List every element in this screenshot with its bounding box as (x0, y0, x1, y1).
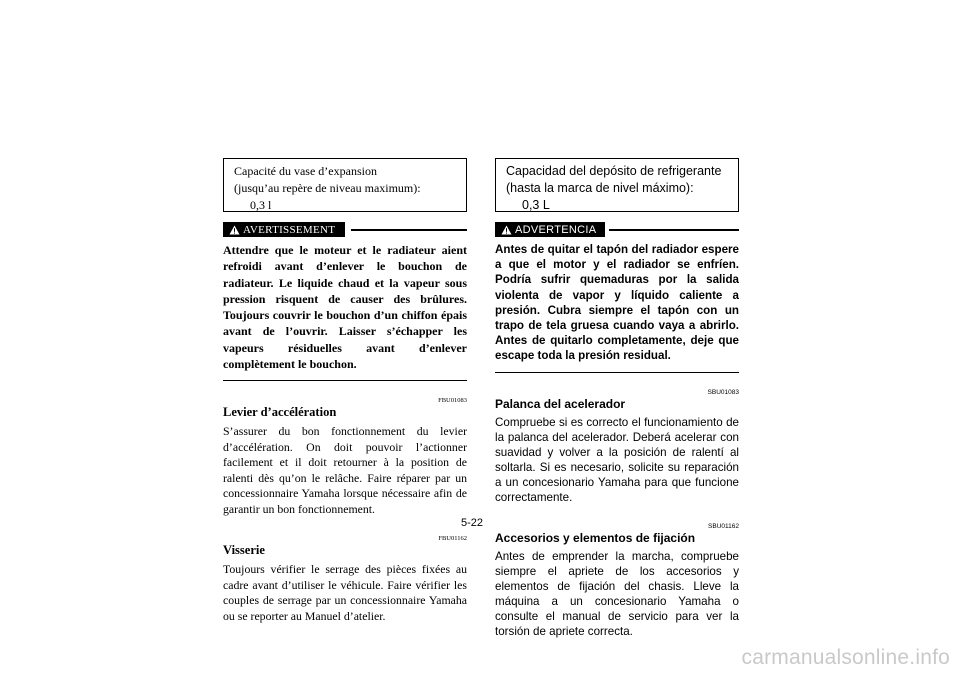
warning-end-rule (495, 372, 739, 373)
warning-badge (495, 222, 605, 237)
warning-badge (223, 222, 345, 237)
warning-label: AVERTISSEMENT (243, 223, 336, 236)
warning-label: ADVERTENCIA (515, 223, 597, 236)
section-title-fasteners: Accesorios y elementos de fijación (495, 530, 696, 545)
warning-triangle-icon (229, 225, 240, 235)
spec-box-french (223, 158, 467, 212)
section-text-fasteners: Antes de emprender la marcha, compruebe siempre el apriete de los accesorios y elementos de fijación del chasis. Lleve la máquina a un concesionario Yamaha o consulte el manual de servicio para ver la torsión de apriete correcta. (495, 549, 739, 638)
page-number: 5-22 (461, 517, 484, 529)
section-code: FBU01162 (438, 535, 467, 543)
spec-value: 0,3 L (522, 198, 550, 212)
spec-line-1: Capacidad del depósito de refrigerante (506, 164, 722, 178)
spanish-column (495, 158, 739, 639)
spec-box-spanish (495, 158, 739, 212)
watermark: carmanualsonline.info (741, 646, 950, 669)
section-text-throttle-lever: S’assurer du bon fonctionnement du levier d’accélération. On doit pouvoir l’actionner facilement et il doit retourner à la position de ralenti dès qu’on le relâche. Faire réparer par un concessionnaire Yamaha lorsque nécessaire afin de garantir un bon fonctionnement. (223, 424, 467, 516)
warning-text-french: Attendre que le moteur et le radiateur aient refroidi avant d’enlever le bouchon de radiateur. Le liquide chaud et la vapeur sous pression risquent de causer des brûlures. Toujours couvrir le bouchon d’un chiffon épais avant de l’ouvrir. Laisser s’échapper les vapeurs résiduelles avant d’enlever complètement le bouchon. (223, 243, 467, 372)
warning-header-spanish (495, 222, 739, 238)
spec-line-2: (hasta la marca de nivel máximo): (506, 181, 694, 195)
section-text-throttle-lever: Compruebe si es correcto el funcionamiento de la palanca del acelerador. Deberá acelerar con suavidad y volver a la posición de ralentí al soltarla. Si es necesario, solicite su reparación a un concesionario Yamaha para que funcione correctamente. (495, 415, 739, 504)
section-title-fasteners: Visserie (223, 543, 265, 558)
warning-rule (609, 229, 739, 231)
section-code: SBU01162 (708, 522, 739, 530)
warning-end-rule (223, 380, 467, 381)
section-title-throttle-lever: Palanca del acelerador (495, 396, 626, 411)
warning-rule (351, 229, 467, 231)
section-code: FBU01083 (438, 397, 467, 405)
warning-text-spanish: Antes de quitar el tapón del radiador espere a que el motor y el radiador se enfríen. Podría sufrir quemaduras por la salida violenta de vapor y líquido caliente a presión. Cubra siempre el tapón con un trapo de tela gruesa cuando vaya a abrirlo. Antes de quitarlo completamente, deje que escape toda la presión residual. (495, 243, 739, 363)
section-code: SBU01083 (707, 388, 739, 396)
warning-triangle-icon (501, 225, 512, 235)
spec-line-2: (jusqu’au repère de niveau maximum): (234, 181, 421, 195)
spec-line-1: Capacité du vase d’expansion (234, 164, 377, 178)
spec-value: 0,3 l (250, 198, 272, 212)
section-text-fasteners: Toujours vérifier le serrage des pièces fixées au cadre avant d’utiliser le véhicule. Faire vérifier les couples de serrage par un concessionnaire Yamaha ou se reporter au Manuel d’atelier. (223, 562, 467, 623)
section-title-throttle-lever: Levier d’accélération (223, 405, 337, 420)
french-column (223, 158, 467, 624)
warning-header-french (223, 222, 467, 238)
